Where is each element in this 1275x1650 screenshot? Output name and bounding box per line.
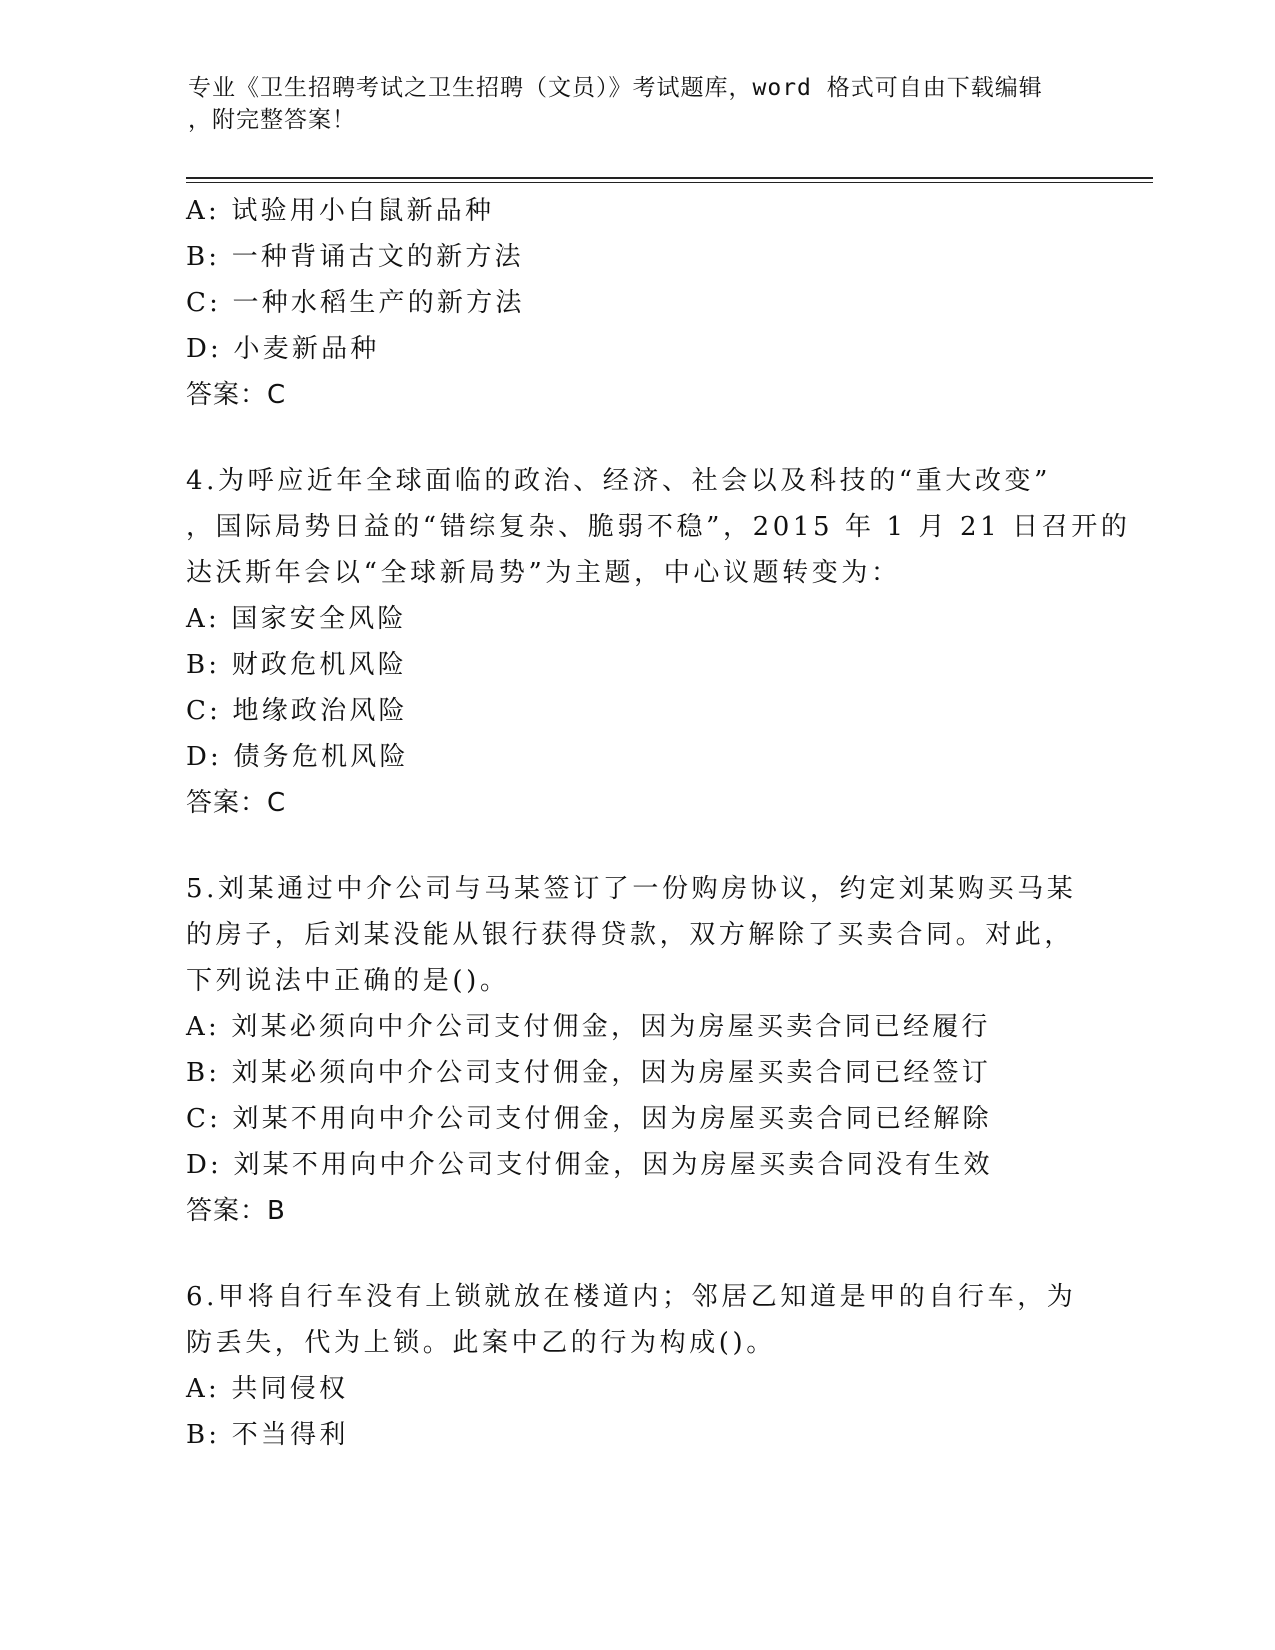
- question-stem-line: 4.为呼应近年全球面临的政治、经济、社会以及科技的“重大改变”: [186, 466, 1051, 496]
- question-6: [186, 1274, 1106, 1458]
- question-3-continued: [186, 188, 1106, 418]
- option-a: A: 共同侵权: [186, 1374, 349, 1404]
- option-b: B: 不当得利: [186, 1420, 349, 1450]
- spacer: [186, 1234, 1106, 1274]
- option-a: A: 试验用小白鼠新品种: [186, 196, 495, 226]
- question-stem-line: 5.刘某通过中介公司与马某签订了一份购房协议，约定刘某购买马某: [186, 874, 1077, 904]
- option-a: A: 国家安全风险: [186, 604, 407, 634]
- question-4: [186, 458, 1131, 826]
- spacer: [186, 826, 1106, 866]
- question-stem-line: 下列说法中正确的是()。: [186, 966, 510, 996]
- answer: 答案：C: [186, 380, 287, 410]
- question-stem-line: 防丢失，代为上锁。此案中乙的行为构成()。: [186, 1328, 776, 1358]
- option-d: D: 刘某不用向中介公司支付佣金，因为房屋买卖合同没有生效: [186, 1150, 993, 1180]
- option-a: A: 刘某必须向中介公司支付佣金，因为房屋买卖合同已经履行: [186, 1012, 991, 1042]
- answer: 答案：C: [186, 788, 287, 818]
- option-b: B: 刘某必须向中介公司支付佣金，因为房屋买卖合同已经签订: [186, 1058, 991, 1088]
- option-d: D: 债务危机风险: [186, 742, 409, 772]
- header-line-1: 专业《卫生招聘考试之卫生招聘（文员）》考试题库，word 格式可自由下载编辑: [188, 75, 1043, 101]
- answer: 答案：B: [186, 1196, 286, 1226]
- question-stem-line: 的房子，后刘某没能从银行获得贷款，双方解除了买卖合同。对此，: [186, 920, 1075, 950]
- header-line-2: ，附完整答案！: [188, 107, 356, 133]
- question-stem-line: ，国际局势日益的“错综复杂、脆弱不稳”，2015 年 1 月 21 日召开的: [186, 512, 1131, 542]
- question-stem-line: 6.甲将自行车没有上锁就放在楼道内；邻居乙知道是甲的自行车，为: [186, 1282, 1077, 1312]
- question-stem-line: 达沃斯年会以“全球新局势”为主题，中心议题转变为：: [186, 558, 901, 588]
- spacer: [186, 418, 1106, 458]
- question-list: [186, 188, 1131, 1458]
- option-c: C: 一种水稻生产的新方法: [186, 288, 525, 318]
- option-b: B: 一种背诵古文的新方法: [186, 242, 524, 272]
- document-header: [188, 72, 1088, 136]
- question-5: [186, 866, 1106, 1234]
- header-divider: [186, 177, 1153, 183]
- option-d: D: 小麦新品种: [186, 334, 380, 364]
- option-b: B: 财政危机风险: [186, 650, 407, 680]
- option-c: C: 刘某不用向中介公司支付佣金，因为房屋买卖合同已经解除: [186, 1104, 992, 1134]
- option-c: C: 地缘政治风险: [186, 696, 408, 726]
